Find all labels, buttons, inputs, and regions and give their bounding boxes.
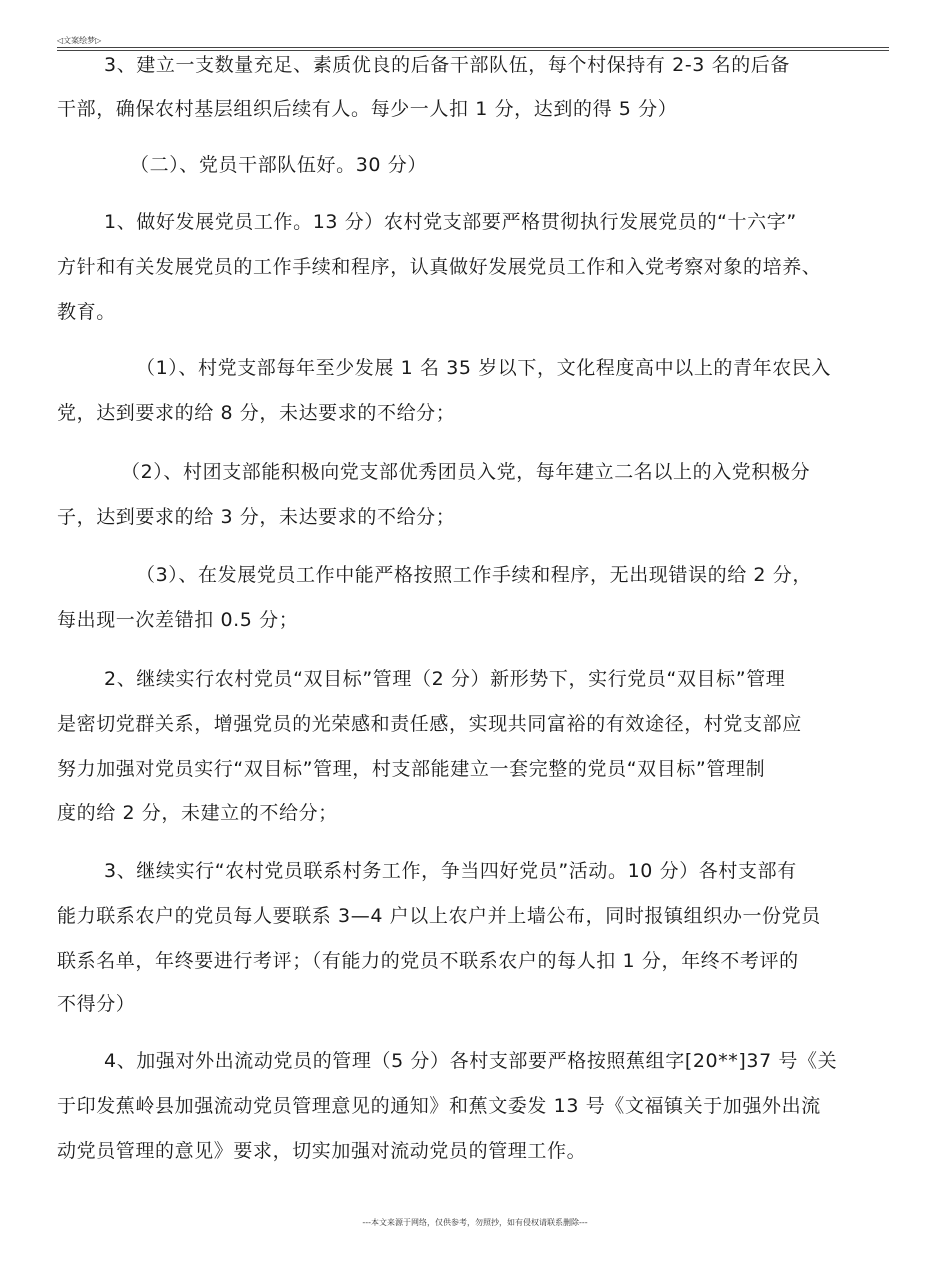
- text-line: 努力加强对党员实行“双目标”管理，村支部能建立一套完整的党员“双目标”管理制: [57, 758, 766, 780]
- text-line: 4、加强对外出流动党员的管理（5 分）各村支部要严格按照蕉组字[20**]37 号《关: [104, 1050, 838, 1072]
- footer-disclaimer: ---本文来源于网络，仅供参考，勿照抄，如有侵权请联系删除---: [362, 1218, 588, 1227]
- text-line: （2）、村团支部能积极向党支部优秀团员入党，每年建立二名以上的入党积极分: [121, 461, 811, 483]
- text-line: 度的给 2 分，未建立的不给分；: [57, 802, 338, 824]
- text-line: 党，达到要求的给 8 分，未达要求的不给分；: [57, 402, 456, 424]
- text-line: （1）、村党支部每年至少发展 1 名 35 岁以下，文化程度高中以上的青年农民入: [136, 357, 832, 379]
- header-rule-top: [57, 47, 889, 48]
- text-line: 2、继续实行农村党员“双目标”管理（2 分）新形势下，实行党员“双目标”管理: [104, 668, 786, 690]
- text-line: 教育。: [57, 301, 116, 323]
- section-heading: （二）、党员干部队伍好。30 分）: [130, 154, 427, 176]
- text-line: 是密切党群关系，增强党员的光荣感和责任感，实现共同富裕的有效途径，村党支部应: [57, 713, 802, 735]
- text-line: 动党员管理的意见》要求，切实加强对流动党员的管理工作。: [57, 1140, 587, 1162]
- text-line: 子，达到要求的给 3 分，未达要求的不给分；: [57, 506, 456, 528]
- text-line: 联系名单，年终要进行考评；（有能力的党员不联系农户的每人扣 1 分，年终不考评的: [57, 950, 799, 972]
- text-line: 1、做好发展党员工作。13 分）农村党支部要严格贯彻执行发展党员的“十六字”: [104, 211, 797, 233]
- text-line: （3）、在发展党员工作中能严格按照工作手续和程序，无出现错误的给 2 分，: [136, 564, 812, 586]
- header-logo-mark: ◁文案绘梦▷: [57, 36, 102, 45]
- text-line: 每出现一次差错扣 0.5 分；: [57, 609, 299, 631]
- text-line: 3、建立一支数量充足、素质优良的后备干部队伍，每个村保持有 2-3 名的后备: [104, 54, 791, 76]
- text-line: 干部，确保农村基层组织后续有人。每少一人扣 1 分，达到的得 5 分）: [57, 98, 678, 120]
- text-line: 不得分）: [57, 993, 136, 1015]
- text-line: 3、继续实行“农村党员联系村务工作，争当四好党员”活动。10 分）各村支部有: [104, 860, 797, 882]
- text-line: 方针和有关发展党员的工作手续和程序，认真做好发展党员工作和入党考察对象的培养、: [57, 256, 822, 278]
- text-line: 能力联系农户的党员每人要联系 3—4 户以上农户并上墙公布，同时报镇组织办一份党员: [57, 905, 821, 927]
- text-line: 于印发蕉岭县加强流动党员管理意见的通知》和蕉文委发 13 号《文福镇关于加强外出流: [57, 1095, 821, 1117]
- header-rule-bottom: [57, 50, 889, 51]
